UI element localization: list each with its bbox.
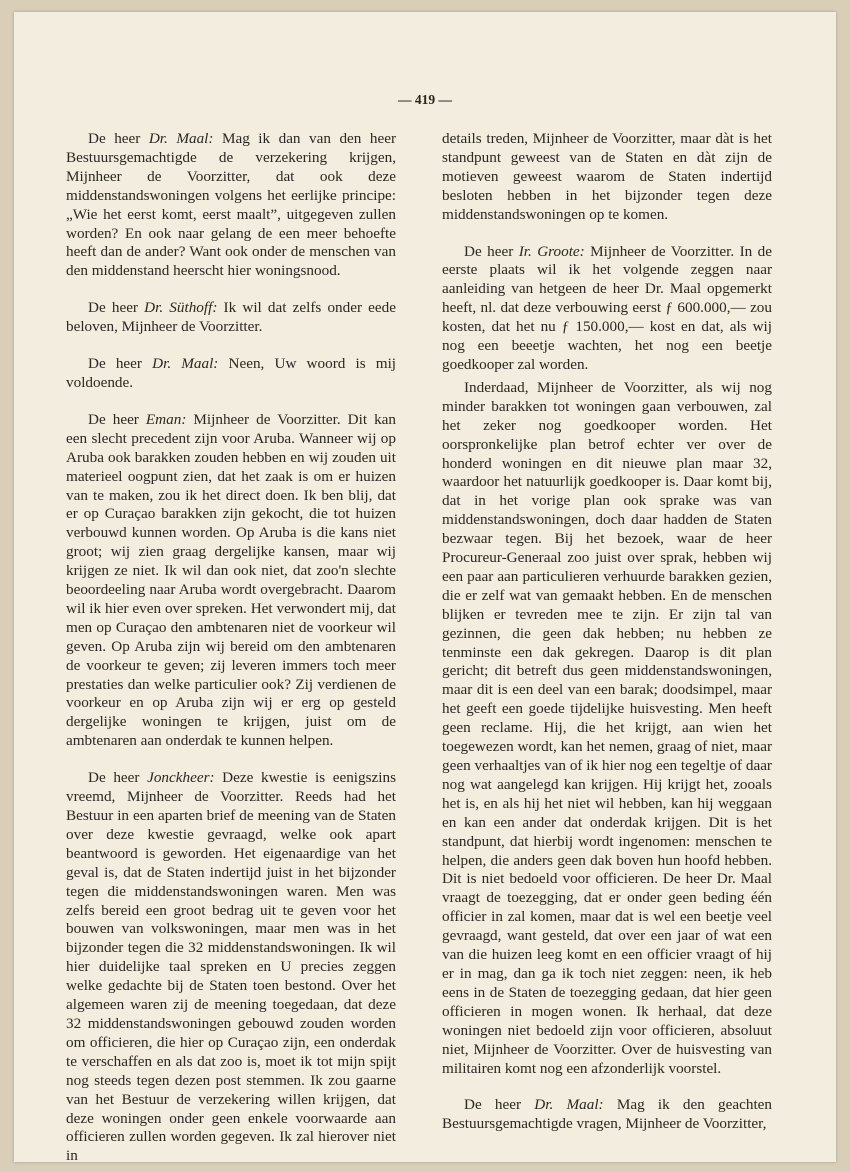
paragraph: De heer Dr. Süthoff: Ik wil dat zelfs onder eede beloven, Mijnheer de Voorzitter. bbox=[66, 299, 397, 336]
paragraph: De heer Dr. Maal: Mag ik den geachten Bestuursgemachtigde vragen, Mijnheer de Voorzitter, bbox=[442, 1096, 773, 1133]
paragraph-continuation: details treden, Mijnheer de Voorzitter, maar dàt is het standpunt geweest van de Staten en dàt zijn de motieven geweest waarom de Staten indertijd besloten hebben in het bijzonder tegen deze middenstandswoningen op te komen. bbox=[442, 130, 772, 223]
page-number: — 419 — bbox=[398, 92, 452, 107]
paragraph: De heer Eman: Mijnheer de Voorzitter. Dit kan een slecht precedent zijn voor Aruba. Wanneer wij op Aruba ook barakken zouden hebben en wij zouden uit materieel oogpunt zien, dat het zaak is om er huizen van te maken, zou ik het direct doen. Ik ben blij, dat er op Curaçao barakken zijn gekocht, die tot huizen verbouwd kunnen worden. Op Aruba is die kans niet groot; wij zien graag dergelijke kansen, maar wij krijgen ze niet. Ik wil dan ook niet, dat zoo'n slechte beoordeeling naar Aruba wordt overgebracht. Daarom wil ik hier even over spreken. Het verwondert mij, dat men op Curaçao den ambtenaren niet de voorkeur wil geven. Op Aruba zijn wij bereid om den ambtenaren de voorkeur te geven; zij leveren immers toch meer prestaties dan welke particulier ook? Zij verdienen de voorkeur en op Aruba zijn wij er erg op gesteld dergelijke woningen te krijgen, juist om de ambtenaren aan onderdak te kunnen helpen. bbox=[66, 410, 397, 750]
paragraph: De heer Ir. Groote: Mijnheer de Voorzitter. In de eerste plaats wil ik het volgende zeggen naar aanleiding van hetgeen de heer Dr. Maal opgemerkt heeft, nl. dat deze verbouwing eerst ƒ 600.000,— zou kosten, dat het nu ƒ 150.000,— kost en dat, als wij nog een beeetje wachten, het nog een beetje goedkooper zal worden. bbox=[442, 242, 772, 373]
left-column bbox=[66, 130, 396, 1166]
right-column bbox=[442, 130, 772, 1134]
paragraph: De heer Jonckheer: Deze kwestie is eenigszins vreemd, Mijnheer de Voorzitter. Reeds had het Bestuur in een aparten brief de meening van de Staten over deze kwestie gevraagd, welke ook apart beantwoord is geworden. Het eigenaardige van het geval is, dat de Staten indertijd juist in het bijzonder tegen die middenstandswoningen waren. Men was zelfs bereid een groot bedrag uit te geven voor het bouwen van volkswoningen, maar men was in het bijzonder tegen die 32 middenstandswoningen. Ik wil hier duidelijke taal spreken en U precies zeggen welke gedachte bij de Staten toen bestond. Over het algemeen waren zij de meening toegedaan, dat deze 32 middenstandswoningen gebouwd zouden worden om officieren, die hier op Curaçao zijn, een onderdak te verschaffen en als dat zoo is, moet ik tot mijn spijt nog steeds tegen dezen post stemmen. Ik zou gaarne van het Bestuur de verzekering willen krijgen, dat deze woningen onder geen enkele voorwaarde aan officieren zullen worden gegeven. Ik zal hierover niet in bbox=[66, 769, 396, 1165]
paragraph: De heer Dr. Maal: Neen, Uw woord is mij voldoende. bbox=[66, 355, 397, 391]
paragraph: Inderdaad, Mijnheer de Voorzitter, als wij nog minder barakken tot woningen gaan verbouwen, zal het zeker nog goedkooper worden. Het oorspronkelijke plan betrof echter ver over de honderd woningen en dit nieuwe plan maar 32, waardoor het natuurlijk goedkooper is. Daar komt bij, dat in het vorige plan ook sprake was van middenstandswoningen, doch daar hadden de Staten bezwaar tegen. Bij het bezoek, waar de heer Procureur-Generaal zoo juist over sprak, hebben wij een paar aan particulieren verhuurde barakken gezien, die er zelf wat van gemaakt hebben. En de menschen blijken er tevreden mee te zijn. Er zijn tal van gezinnen, die geen dak hebben; nu hebben ze tenminste een dak gekregen. Daarop is dit plan gericht; dit betreft dus geen middenstandswoningen, maar dit is een deel van een barak; doodsimpel, maar het geeft een goede tijdelijke huisvesting. Men heeft geen reclame. Hij, die het krijgt, aan wien het toegewezen wordt, kan het nemen, graag of niet, maar geen verhaaltjes van of ik hier nog een tegeltje of daar nog wat aangelegd kan krijgen. Hij krijgt het, zooals het is, en als hij het niet wil hebben, kan hij weggaan en kan een ander dat onderdak krijgen. Dit is het standpunt, dat hierbij wordt ingenomen: menschen te helpen, die anders geen dak boven hun hoofd hebben. Dit is niet bedoeld voor officieren. De heer Dr. Maal vraagt de toezegging, dat er onder geen beding één officier in zal komen, maar dat is wel een beetje veel gevraagd, want gesteld, dat over een jaar of wat een van die huizen leeg komt en een officier vraagt of hij er in mag, dan ga ik toch niet zeggen: neen, ik heb eens in de Staten de toezegging gedaan, dat hier geen officieren in mogen wonen. Ik herhaal, dat deze woningen niet bedoeld zijn voor officieren, absoluut niet, Mijnheer de Voorzitter. Over de huisvesting van militairen komt nog een afzonderlijk voorstel. bbox=[442, 378, 772, 1077]
paragraph: De heer Dr. Maal: Mag ik dan van den heer Bestuursgemachtigde de verzekering krijgen, Mijnheer de Voorzitter, dat ook deze middenstandswoningen volgens het eerlijke principe: „Wie het eerst komt, eerst maalt”, uitgegeven zullen worden? En ook naar gelang de een meer behoefte heeft dan de ander? Want ook onder de menschen van den middenstand heerscht hier woningsnood. bbox=[66, 130, 397, 280]
document-page bbox=[14, 12, 836, 1165]
